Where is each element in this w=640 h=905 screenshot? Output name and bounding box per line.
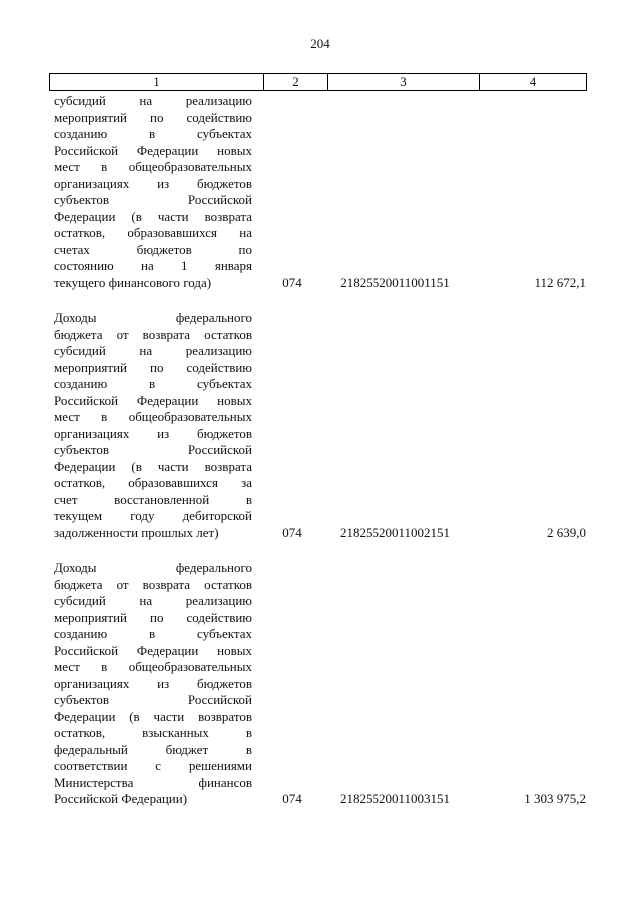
- budget-classification-code: 21825520011002151: [339, 524, 451, 540]
- description-line: созданию в субъектах: [54, 126, 252, 141]
- table-row: [0, 560, 640, 808]
- description-line: субсидий на реализацию: [54, 93, 252, 108]
- amount-value: 112 672,1: [534, 274, 586, 290]
- description-line: задолженности прошлых лет): [54, 524, 219, 540]
- description-line: Доходы федерального: [54, 310, 252, 325]
- row-description: [54, 310, 252, 541]
- description-line: текущем году дебиторской: [54, 508, 252, 523]
- description-line: Доходы федерального: [54, 560, 252, 575]
- description-line: субъектов Российской: [54, 192, 252, 207]
- description-line: организациях из бюджетов: [54, 425, 252, 441]
- header-col-3: 3: [327, 74, 479, 90]
- table-body: [0, 93, 640, 827]
- page-number: 204: [310, 36, 330, 51]
- table-row: [0, 310, 640, 541]
- table-row: [0, 93, 640, 291]
- description-line: бюджета от возврата остатков: [54, 576, 252, 592]
- description-line: Российской Федерации новых: [54, 642, 252, 658]
- description-line: состоянию на 1 января: [54, 258, 252, 273]
- description-line: текущего финансового года): [54, 274, 212, 290]
- row-description: [54, 93, 252, 291]
- description-line: субъектов Российской: [54, 442, 252, 457]
- description-line: Федерации (в части возврата: [54, 208, 252, 224]
- header-col-1: 1: [153, 74, 160, 89]
- description-line: субсидий на реализацию: [54, 593, 252, 608]
- budget-classification-code: 21825520011001151: [340, 274, 450, 290]
- description-line: остатков, взысканных в: [54, 725, 252, 740]
- header-col-4: 4: [479, 74, 586, 90]
- description-line: мероприятий по содействию: [54, 109, 252, 125]
- description-line: остатков, образовавшихся за: [54, 475, 252, 490]
- description-line: Федерации (в части возврата: [54, 458, 252, 474]
- header-col-2: 2: [263, 74, 327, 90]
- description-line: Российской Федерации): [54, 791, 188, 806]
- description-line: созданию в субъектах: [54, 376, 252, 391]
- admin-code: 074: [282, 274, 302, 290]
- description-line: созданию в субъектах: [54, 626, 252, 641]
- description-line: субъектов Российской: [54, 692, 252, 707]
- description-line: мест в общеобразовательных: [54, 659, 252, 674]
- description-line: Российской Федерации новых: [54, 142, 252, 158]
- row-description: [54, 560, 252, 808]
- admin-code: 074: [282, 791, 302, 806]
- table-header: [49, 73, 587, 91]
- description-line: мест в общеобразовательных: [54, 159, 252, 174]
- admin-code: 074: [282, 524, 302, 540]
- description-line: мероприятий по содействию: [54, 609, 252, 625]
- description-line: мест в общеобразовательных: [54, 409, 252, 424]
- description-line: счетах бюджетов по: [54, 241, 252, 257]
- description-line: остатков, образовавшихся на: [54, 225, 252, 240]
- description-line: бюджета от возврата остатков: [54, 326, 252, 342]
- description-line: федеральный бюджет в: [54, 741, 252, 757]
- amount-value: 2 639,0: [547, 524, 586, 540]
- description-line: Министерства финансов: [54, 774, 252, 790]
- description-line: соответствии с решениями: [54, 758, 252, 773]
- description-line: Российской Федерации новых: [54, 392, 252, 408]
- amount-value: 1 303 975,2: [524, 791, 586, 806]
- budget-classification-code: 21825520011003151: [339, 791, 451, 806]
- description-line: мероприятий по содействию: [54, 359, 252, 375]
- description-line: организациях из бюджетов: [54, 675, 252, 691]
- description-line: организациях из бюджетов: [54, 175, 252, 191]
- description-line: Федерации (в части возвратов: [54, 708, 252, 724]
- description-line: субсидий на реализацию: [54, 343, 252, 358]
- description-line: счет восстановленной в: [54, 491, 252, 507]
